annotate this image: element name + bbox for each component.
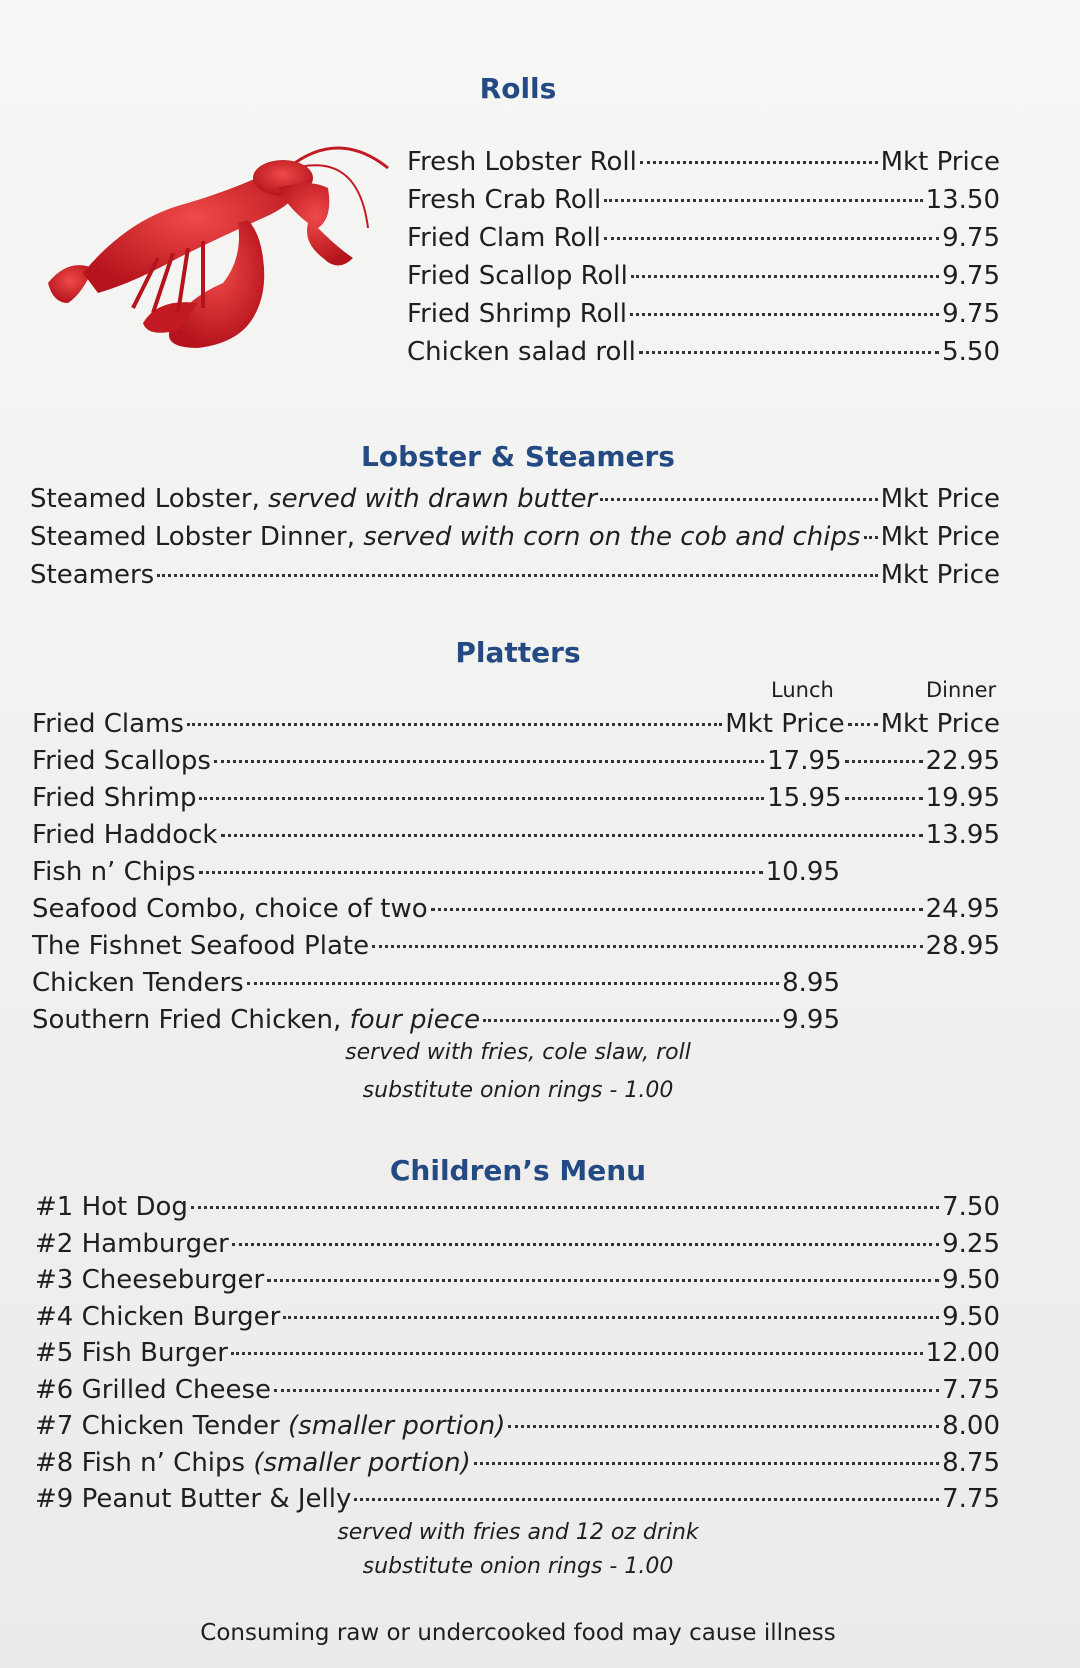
item-name-text: Steamed Lobster Dinner,: [30, 522, 364, 552]
item-name: [35, 1373, 271, 1407]
dinner-price: 13.95: [925, 820, 1000, 850]
leader-dots: [199, 797, 764, 800]
childrens-note-substitute: substitute onion rings - 1.00: [362, 1554, 674, 1579]
childrens-item: [35, 1409, 1000, 1443]
menu-item: [30, 558, 1000, 592]
item-name-text: Fried Clams: [32, 709, 184, 739]
item-price: 9.75: [942, 223, 1000, 253]
platter-item: [32, 929, 1000, 963]
menu-item: [30, 520, 1000, 554]
childrens-item: [35, 1446, 1000, 1480]
platter-item: [32, 707, 1000, 741]
item-name: [30, 520, 861, 554]
item-name-text: Southern Fried Chicken,: [32, 1005, 350, 1035]
leader-dots: [845, 760, 923, 763]
leader-dots: [187, 723, 722, 726]
dinner-price: Mkt Price: [880, 709, 1000, 739]
leader-dots: [232, 1243, 939, 1246]
leader-dots: [431, 908, 923, 911]
item-description: four piece: [349, 1005, 481, 1035]
menu-item: [407, 335, 1000, 369]
item-price: 9.75: [942, 261, 1000, 291]
item-name-text: #3 Cheeseburger: [35, 1265, 265, 1295]
leader-dots: [600, 498, 878, 501]
item-price: 9.50: [942, 1302, 1000, 1332]
platter-item: [32, 818, 1000, 852]
item-description: served with drawn butter: [268, 484, 598, 514]
platter-item: [32, 1003, 840, 1037]
item-name-text: Steamers: [30, 560, 155, 590]
item-name: Fried Shrimp Roll: [407, 299, 627, 329]
leader-dots: [267, 1279, 939, 1282]
menu-item: [30, 482, 1000, 516]
lunch-price: 17.95: [767, 746, 842, 776]
item-name-text: #4 Chicken Burger: [35, 1302, 281, 1332]
item-name-text: #9 Peanut Butter & Jelly: [35, 1484, 352, 1514]
leader-dots: [630, 313, 939, 316]
item-price: 12.00: [925, 1338, 1000, 1368]
item-description: (smaller portion): [288, 1411, 506, 1441]
menu-item: [407, 145, 1000, 179]
leader-dots: [191, 1206, 939, 1209]
menu-item: [407, 183, 1000, 217]
item-name: [32, 781, 196, 815]
dinner-price: 22.95: [925, 746, 1000, 776]
item-description: (smaller portion): [253, 1448, 471, 1478]
item-name-text: The Fishnet Seafood Plate: [32, 931, 370, 961]
platter-item: [32, 744, 1000, 778]
item-name: Fried Clam Roll: [407, 223, 601, 253]
item-price: 9.50: [942, 1265, 1000, 1295]
item-name-text: #7 Chicken Tender: [35, 1411, 289, 1441]
dinner-price: 28.95: [925, 931, 1000, 961]
item-name: [32, 966, 244, 1000]
item-name-text: #2 Hamburger: [35, 1229, 229, 1259]
item-name: [32, 707, 184, 741]
leader-dots: [604, 199, 922, 202]
item-name: [35, 1446, 471, 1480]
item-name: [32, 892, 428, 926]
dinner-price: 19.95: [925, 783, 1000, 813]
leader-dots: [640, 161, 878, 164]
item-name: [32, 929, 369, 963]
platters-heading: Platters: [455, 636, 581, 669]
item-name-text: Steamed Lobster,: [30, 484, 269, 514]
item-name: Fresh Crab Roll: [407, 185, 602, 215]
item-name: [32, 818, 218, 852]
leader-dots: [848, 723, 878, 726]
leader-dots: [372, 945, 923, 948]
leader-dots: [354, 1498, 939, 1501]
item-price: 7.50: [942, 1192, 1000, 1222]
leader-dots: [274, 1389, 939, 1392]
platter-item: [32, 781, 1000, 815]
leader-dots: [214, 760, 764, 763]
item-name: [35, 1482, 351, 1516]
platter-item: [32, 892, 1000, 926]
menu-item: [407, 297, 1000, 331]
platter-item: [32, 855, 840, 889]
item-name: [32, 744, 211, 778]
item-price: 7.75: [942, 1484, 1000, 1514]
leader-dots: [639, 351, 939, 354]
item-name-text: Seafood Combo, choice of two: [32, 894, 428, 924]
item-name-text: #5 Fish Burger: [35, 1338, 228, 1368]
food-safety-notice: Consuming raw or undercooked food may cause illness: [200, 1620, 836, 1646]
item-price: Mkt Price: [880, 147, 1000, 177]
item-name-text: Fish n’ Chips: [32, 857, 196, 887]
leader-dots: [231, 1352, 923, 1355]
childrens-item: [35, 1227, 1000, 1261]
item-price: 5.50: [942, 337, 1000, 367]
leader-dots: [604, 237, 939, 240]
childrens-item: [35, 1336, 1000, 1370]
item-price: 13.50: [925, 185, 1000, 215]
item-name-text: #8 Fish n’ Chips: [35, 1448, 254, 1478]
leader-dots: [864, 536, 878, 539]
item-name: Fresh Lobster Roll: [407, 147, 637, 177]
childrens-item: [35, 1300, 1000, 1334]
childrens-item: [35, 1190, 1000, 1224]
item-name-text: Fried Haddock: [32, 820, 218, 850]
platter-item: [32, 966, 840, 1000]
leader-dots: [508, 1425, 939, 1428]
item-price: 9.25: [942, 1229, 1000, 1259]
lunch-price: Mkt Price: [725, 709, 845, 739]
item-price: 7.75: [942, 1375, 1000, 1405]
item-name: [35, 1263, 264, 1297]
childrens-item: [35, 1373, 1000, 1407]
item-name: [35, 1300, 280, 1334]
item-name-text: Fried Scallops: [32, 746, 211, 776]
leader-dots: [247, 982, 779, 985]
menu-item: [407, 221, 1000, 255]
item-name-text: Chicken Tenders: [32, 968, 244, 998]
item-name: Chicken salad roll: [407, 337, 636, 367]
leader-dots: [474, 1462, 939, 1465]
dinner-column-label: Dinner: [926, 678, 997, 702]
item-name: Fried Scallop Roll: [407, 261, 628, 291]
lunch-price: 15.95: [767, 783, 842, 813]
item-name-text: #6 Grilled Cheese: [35, 1375, 272, 1405]
leader-dots: [199, 871, 763, 874]
lunch-price: 8.95: [782, 968, 840, 998]
item-price: 8.75: [942, 1448, 1000, 1478]
item-price: 9.75: [942, 299, 1000, 329]
item-name: [32, 855, 196, 889]
leader-dots: [845, 797, 923, 800]
item-name: [35, 1190, 188, 1224]
childrens-note-drink: served with fries and 12 oz drink: [337, 1520, 699, 1545]
item-price: Mkt Price: [880, 560, 1000, 590]
menu-item: [407, 259, 1000, 293]
item-name: [32, 1003, 480, 1037]
leader-dots: [157, 574, 877, 577]
item-name: [35, 1336, 228, 1370]
childrens-item: [35, 1263, 1000, 1297]
rolls-heading: Rolls: [479, 72, 557, 105]
item-name: [35, 1227, 229, 1261]
leader-dots: [283, 1316, 939, 1319]
childrens-menu-heading: Children’s Menu: [389, 1154, 647, 1187]
lunch-price: 10.95: [765, 857, 840, 887]
lunch-column-label: Lunch: [771, 678, 834, 702]
lobster-steamers-heading: Lobster & Steamers: [361, 440, 675, 473]
item-name: [30, 482, 597, 516]
dinner-price: 24.95: [925, 894, 1000, 924]
lunch-price: 9.95: [782, 1005, 840, 1035]
item-name-text: #1 Hot Dog: [35, 1192, 188, 1222]
platters-note-sides: served with fries, cole slaw, roll: [345, 1040, 691, 1065]
item-price: Mkt Price: [880, 484, 1000, 514]
lobster-illustration-icon: [38, 108, 398, 358]
leader-dots: [631, 275, 939, 278]
item-price: Mkt Price: [880, 522, 1000, 552]
item-name-text: Fried Shrimp: [32, 783, 197, 813]
item-description: served with corn on the cob and chips: [363, 522, 861, 552]
leader-dots: [221, 834, 923, 837]
leader-dots: [483, 1019, 779, 1022]
item-price: 8.00: [942, 1411, 1000, 1441]
childrens-item: [35, 1482, 1000, 1516]
item-name: [30, 558, 154, 592]
platters-note-substitute: substitute onion rings - 1.00: [362, 1078, 674, 1103]
item-name: [35, 1409, 505, 1443]
